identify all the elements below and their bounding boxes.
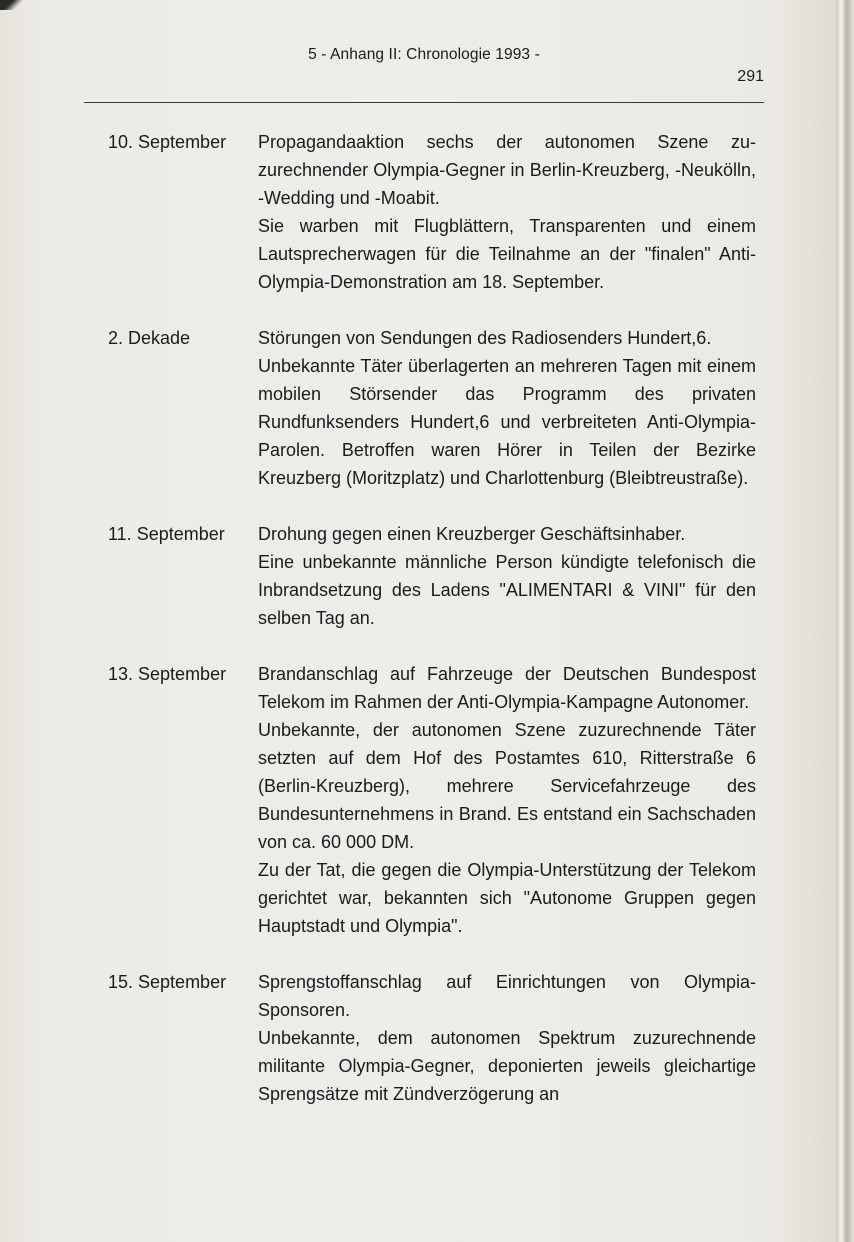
entry-paragraph: Unbekannte, dem autonomen Spektrum zuzurechnende militante Olympia-Gegner, deponierten jeweils gleichartige Sprengsätze mit Zündverzögerung an [258, 1028, 756, 1104]
running-head: 5 - Anhang II: Chronologie 1993 - [308, 46, 540, 63]
entry-paragraph: Sie warben mit Flugblättern, Transparenten und einem Lautsprecherwagen für die Teilnahme an der "finalen" Anti-Olympia-Demonstration am 18. September. [258, 216, 756, 292]
entry-paragraph: Brandanschlag auf Fahrzeuge der Deutschen Bundespost Telekom im Rahmen der Anti-Olympia-Kampagne Autonomer. [258, 664, 756, 712]
entry-paragraph: Unbekannte Täter überlagerten an mehreren Tagen mit einem mobilen Störsender das Programm des privaten Rundfunksenders Hundert,6 und verbreiteten Anti-Olympia-Parolen. Betroffen waren Hörer in Teilen der Bezirke Kreuzberg (Moritzplatz) und Charlottenburg (Bleibtreustraße). [258, 356, 756, 488]
entry-paragraph: Störungen von Sendungen des Radiosenders Hundert,6. [258, 328, 712, 348]
entry-text [258, 520, 756, 632]
header-rule [84, 102, 764, 103]
book-spine-edge [836, 0, 854, 1242]
page-corner-shadow [0, 0, 24, 10]
chronology-entry [108, 660, 756, 940]
entry-paragraph: Zu der Tat, die gegen die Olympia-Unterstützung der Telekom gerichtet war, bekannten sich "Autonome Gruppen gegen Hauptstadt und Olympia". [258, 860, 756, 936]
entry-text [258, 968, 756, 1108]
chronology-entry [108, 520, 756, 632]
entry-paragraph: Eine unbekannte männliche Person kündigte telefonisch die Inbrandsetzung des Ladens "ALIMENTARI & VINI" für den selben Tag an. [258, 552, 756, 628]
chronology-entry [108, 128, 756, 296]
entry-date: 15. September [108, 972, 227, 992]
entry-date: 2. Dekade [108, 328, 191, 348]
chronology-entry [108, 324, 756, 492]
page-number: 291 [737, 68, 764, 85]
entry-paragraph: Propagandaaktion sechs der autonomen Szene zuzurechnender Olympia-Gegner in Berlin-Kreuzberg, -Neukölln, -Wedding und -Moabit. [258, 132, 756, 208]
chronology-entries [108, 128, 756, 1136]
entry-paragraph: Unbekannte, der autonomen Szene zuzurechnende Täter setzten auf dem Hof des Postamtes 610, Ritterstraße 6 (Berlin-Kreuzberg), mehrere Servicefahrzeuge des Bundesunternehmens in Brand. Es entstand ein Sachschaden von ca. 60 000 DM. [258, 720, 756, 852]
entry-text [258, 660, 756, 940]
entry-date: 10. September [108, 132, 227, 152]
entry-text [258, 324, 756, 492]
entry-paragraph: Sprengstoffanschlag auf Einrichtungen von Olympia-Sponsoren. [258, 972, 756, 1020]
entry-paragraph: Drohung gegen einen Kreuzberger Geschäftsinhaber. [258, 524, 686, 544]
entry-date: 13. September [108, 664, 227, 684]
entry-date: 11. September [108, 524, 225, 544]
entry-text [258, 128, 756, 296]
chronology-entry [108, 968, 756, 1108]
